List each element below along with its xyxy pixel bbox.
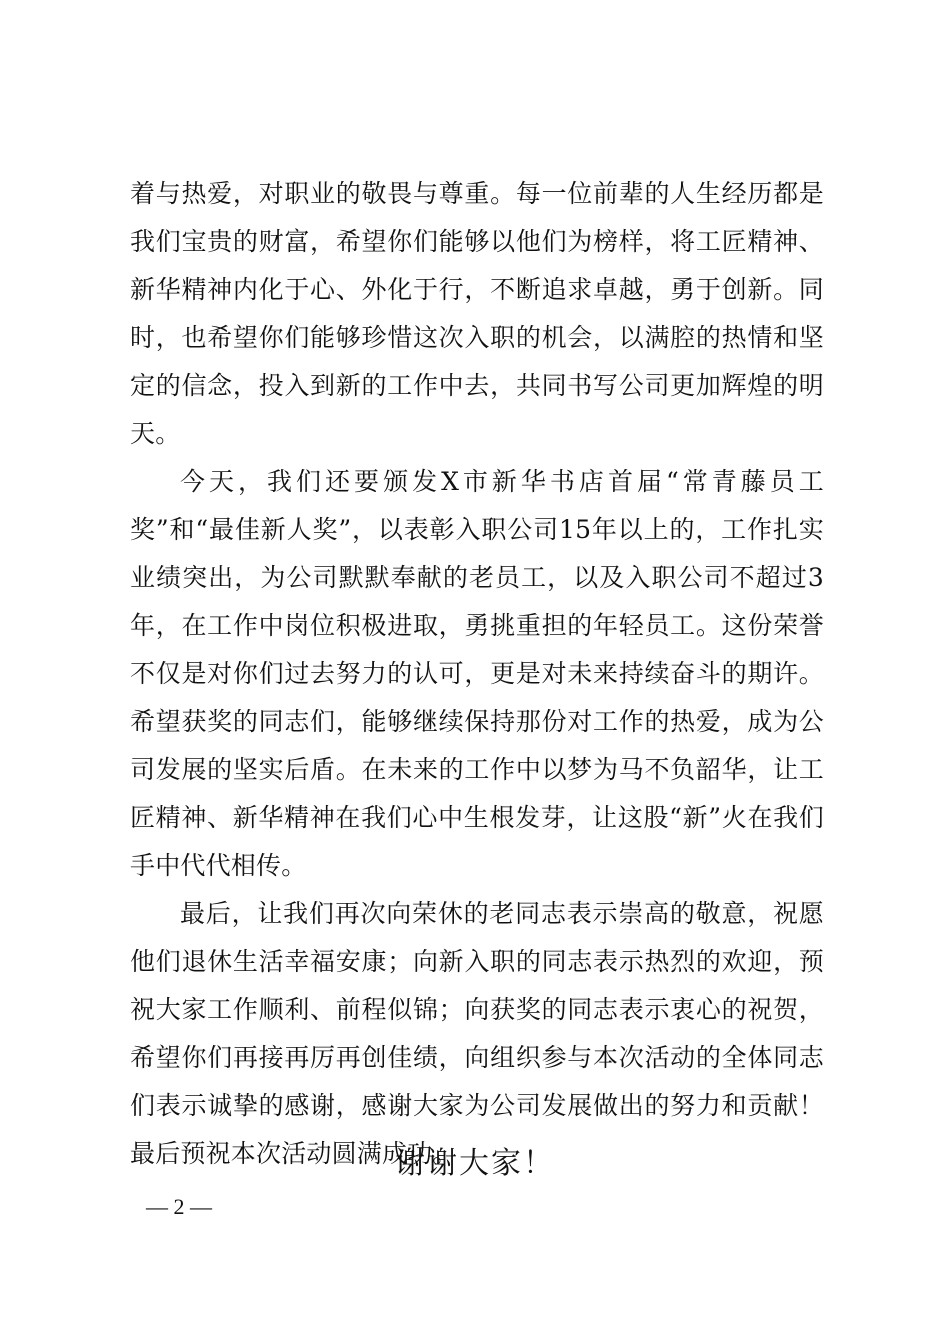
page-number: — 2 — xyxy=(146,1194,212,1219)
paragraph-continuation: 着与热爱，对职业的敬畏与尊重。每一位前辈的人生经历都是我们宝贵的财富，希望你们能够以他们为榜样，将工匠精神、新华精神内化于心、外化于行，不断追求卓越，勇于创新。同时，也希望你们能够珍惜这次入职的机会，以满腔的热情和坚定的信念，投入到新的工作中去，共同书写公司更加辉煌的明天。 xyxy=(130,179,824,448)
speech-body xyxy=(130,170,824,1178)
thank-you-line: 谢谢大家！ xyxy=(395,1146,555,1181)
paragraph-awards: 今天，我们还要颁发X市新华书店首届“常青藤员工奖”和“最佳新人奖”，以表彰入职公司15年以上的，工作扎实业绩突出，为公司默默奉献的老员工，以及入职公司不超过3年，在工作中岗位积极进取，勇挑重担的年轻员工。这份荣誉不仅是对你们过去努力的认可，更是对未来持续奋斗的期许。希望获奖的同志们，能够继续保持那份对工作的热爱，成为公司发展的坚实后盾。在未来的工作中以梦为马不负韶华，让工匠精神、新华精神在我们心中生根发芽，让这股“新”火在我们手中代代相传。 xyxy=(130,467,824,880)
paragraph-closing-remarks: 最后，让我们再次向荣休的老同志表示崇高的敬意，祝愿他们退休生活幸福安康；向新入职的同志表示热烈的欢迎，预祝大家工作顺利、前程似锦；向获奖的同志表示衷心的祝贺，希望你们再接再厉再创佳绩，向组织参与本次活动的全体同志们表示诚挚的感谢，感谢大家为公司发展做出的努力和贡献！最后预祝本次活动圆满成功。 xyxy=(130,899,824,1168)
